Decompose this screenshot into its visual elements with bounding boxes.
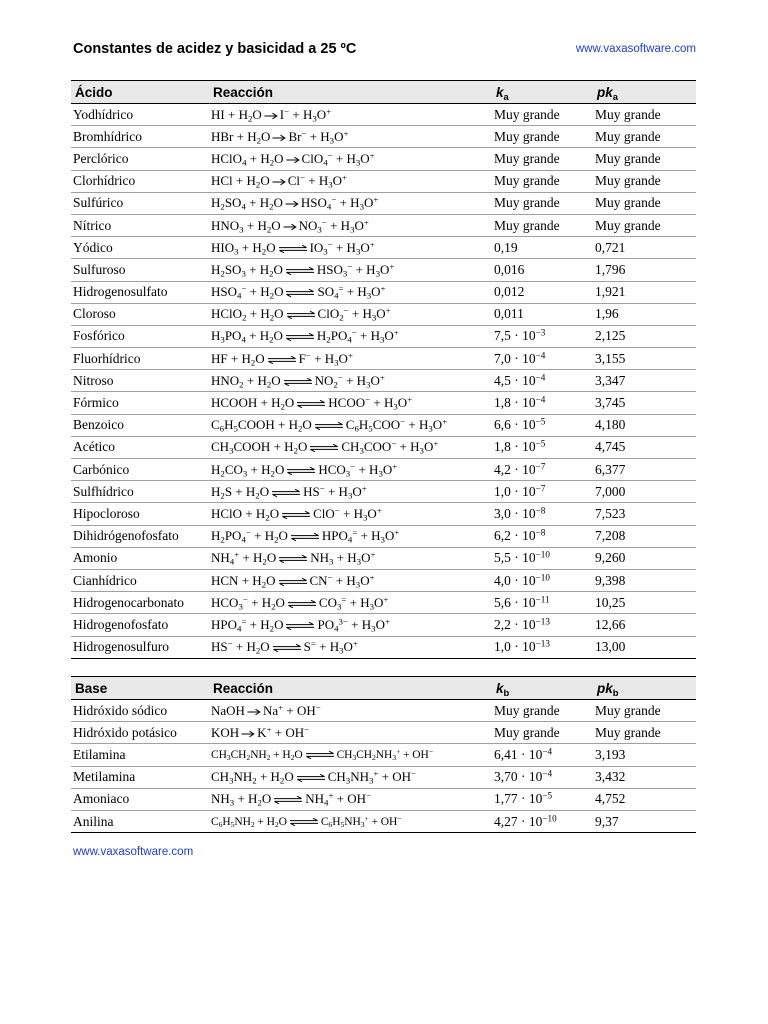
acid-reaction: HBr + $H_2O$ $Br^- + H_3O^+$ (209, 126, 492, 148)
acid-pk-value: 12,66 (593, 614, 696, 636)
acid-row (71, 214, 696, 236)
acid-name: Nítrico (71, 214, 209, 236)
acid-row (71, 325, 696, 347)
acid-k-value: $7,0 \cdot 10^{-4}$ (492, 348, 593, 370)
equilibrium-arrows-icon (296, 400, 326, 408)
acid-row (71, 348, 696, 370)
acid-k-value: Muy grande (492, 148, 593, 170)
acid-pk-value: Muy grande (593, 192, 696, 214)
acid-k-value: Muy grande (492, 126, 593, 148)
right-arrow-icon (264, 112, 278, 120)
equilibrium-arrows-icon (278, 555, 308, 563)
acid-name: Yodhídrico (71, 104, 209, 126)
acid-table-header (71, 81, 696, 104)
acid-reaction: HCN + $H_2O$ $CN^- + H_3O^+$ (209, 569, 492, 591)
acid-pk-value: Muy grande (593, 104, 696, 126)
right-arrow-icon (272, 134, 286, 142)
acid-name: Nitroso (71, 370, 209, 392)
right-arrow-icon (286, 156, 300, 164)
acid-name: Sulfhídrico (71, 481, 209, 503)
acid-reaction: $H_2SO_4 + H_2O$ $HSO_4^- + H_3O^+$ (209, 192, 492, 214)
acid-name: Fluorhídrico (71, 348, 209, 370)
acid-k-value: $1,0 \cdot 10^{-13}$ (492, 636, 593, 658)
base-reaction: $CH_3NH_2 + H_2O$ $CH_3NH_3^+ + OH^-$ (209, 766, 492, 788)
acid-row (71, 481, 696, 503)
equilibrium-arrows-icon (285, 267, 315, 275)
acid-pk-value: Muy grande (593, 148, 696, 170)
acid-name: Amonio (71, 547, 209, 569)
acid-pk-value: 1,796 (593, 259, 696, 281)
base-k-value: $6,41 \cdot 10^{-4}$ (492, 744, 593, 766)
header-website-link[interactable]: www.vaxasoftware.com (575, 43, 696, 55)
acid-reaction: HClO$_4$ + $H_2O$ $ClO_4^- + H_3O^+$ (209, 148, 492, 170)
acid-reaction: $HS^- + H_2O$ $S^= + H_3O^+$ (209, 636, 492, 658)
acid-name: Carbónico (71, 459, 209, 481)
acid-pk-value: 4,180 (593, 414, 696, 436)
acid-row (71, 592, 696, 614)
acid-pk-value: 7,523 (593, 503, 696, 525)
base-row (71, 810, 696, 832)
equilibrium-arrows-icon (289, 818, 319, 826)
acid-row (71, 126, 696, 148)
acid-reaction: HClO + $H_2O$ $ClO^- + H_3O^+$ (209, 503, 492, 525)
base-pk-value: 3,193 (593, 744, 696, 766)
right-arrow-icon (241, 730, 255, 738)
base-name: Hidróxido potásico (71, 722, 209, 744)
acid-reaction: HCl + $H_2O$ $Cl^- + H_3O^+$ (209, 170, 492, 192)
acid-row (71, 148, 696, 170)
acid-k-value: 0,012 (492, 281, 593, 303)
right-arrow-icon (285, 200, 299, 208)
acid-name: Sulfúrico (71, 192, 209, 214)
acid-reaction: $H_2S + H_2O$ $HS^- + H_3O^+$ (209, 481, 492, 503)
acid-row (71, 414, 696, 436)
acid-reaction: $HPO_4^= + H_2O$ $PO_4^{3-} + H_3O^+$ (209, 614, 492, 636)
base-table-header (71, 677, 696, 700)
acid-name: Sulfuroso (71, 259, 209, 281)
equilibrium-arrows-icon (285, 622, 315, 630)
acid-row (71, 569, 696, 591)
acid-reaction: HI + $H_2O$ $I^- + H_3O^+$ (209, 104, 492, 126)
acid-reaction: HCOOH + $H_2O$ HCOO− + $H_3O^+$ (209, 392, 492, 414)
pkb-header: $pk_b$ (593, 677, 696, 700)
acid-reaction: $H_2CO_3 + H_2O$ $HCO_3^- + H_3O^+$ (209, 459, 492, 481)
base-name: Amoniaco (71, 788, 209, 810)
acid-k-value: $5,5 \cdot 10^{-10}$ (492, 547, 593, 569)
acid-row (71, 259, 696, 281)
acid-name: Hidrogenosulfato (71, 281, 209, 303)
acid-pk-value: 10,25 (593, 592, 696, 614)
acid-name: Hidrogenocarbonato (71, 592, 209, 614)
acid-reaction: HClO$_2$ + $H_2O$ $ClO_2^- + H_3O^+$ (209, 303, 492, 325)
acid-row (71, 436, 696, 458)
base-pk-value: 4,752 (593, 788, 696, 810)
equilibrium-arrows-icon (286, 467, 316, 475)
base-row (71, 744, 696, 766)
acid-reaction: HF + $H_2O$ $F^- + H_3O^+$ (209, 348, 492, 370)
base-reaction: KOH K+ + OH− (209, 722, 492, 744)
acid-k-value: Muy grande (492, 170, 593, 192)
acid-name-header: Ácido (71, 81, 209, 104)
acid-k-value: 0,011 (492, 303, 593, 325)
equilibrium-arrows-icon (287, 600, 317, 608)
acid-reaction: $HCO_3^- + H_2O$ $CO_3^= + H_3O^+$ (209, 592, 492, 614)
acid-k-value: $5,6 \cdot 10^{-11}$ (492, 592, 593, 614)
acid-name: Acético (71, 436, 209, 458)
base-name: Hidróxido sódico (71, 700, 209, 722)
acid-k-value: $6,6 \cdot 10^{-5}$ (492, 414, 593, 436)
base-pk-value: 9,37 (593, 810, 696, 832)
acid-pk-value: 3,745 (593, 392, 696, 414)
acid-pk-value: 3,155 (593, 348, 696, 370)
acid-reaction-header: Reacción (209, 81, 492, 104)
acid-name: Perclórico (71, 148, 209, 170)
acid-reaction: $HIO_3 + H_2O$ $IO_3^- + H_3O^+$ (209, 237, 492, 259)
base-k-value: $3,70 \cdot 10^{-4}$ (492, 766, 593, 788)
equilibrium-arrows-icon (290, 533, 320, 541)
acid-pk-value: 1,921 (593, 281, 696, 303)
acid-k-value: Muy grande (492, 192, 593, 214)
acid-row (71, 525, 696, 547)
base-reaction: NaOH Na+ + OH− (209, 700, 492, 722)
base-constants-table (71, 676, 696, 833)
acid-name: Clorhídrico (71, 170, 209, 192)
acid-row (71, 192, 696, 214)
acid-row (71, 547, 696, 569)
acid-k-value: 0,016 (492, 259, 593, 281)
equilibrium-arrows-icon (296, 774, 326, 782)
acid-k-value: $4,0 \cdot 10^{-10}$ (492, 569, 593, 591)
acid-name: Hidrogenosulfuro (71, 636, 209, 658)
equilibrium-arrows-icon (271, 489, 301, 497)
acid-k-value: 0,19 (492, 237, 593, 259)
acid-k-value: $7,5 \cdot 10^{-3}$ (492, 325, 593, 347)
acid-name: Dihidrógenofosfato (71, 525, 209, 547)
acid-pk-value: 9,398 (593, 569, 696, 591)
acid-row (71, 104, 696, 126)
acid-pk-value: 1,96 (593, 303, 696, 325)
acid-pk-value: 6,377 (593, 459, 696, 481)
acid-pk-value: 0,721 (593, 237, 696, 259)
footer-website-link[interactable]: www.vaxasoftware.com (73, 846, 194, 858)
acid-name: Yódico (71, 237, 209, 259)
base-row (71, 700, 696, 722)
acid-reaction: $H_2PO_4^- + H_2O$ $HPO_4^= + H_3O^+$ (209, 525, 492, 547)
equilibrium-arrows-icon (283, 378, 313, 386)
acid-reaction: $CH_3COOH + H_2O$ $CH_3COO^- + H_3O^+$ (209, 436, 492, 458)
equilibrium-arrows-icon (285, 333, 315, 341)
acid-name: Fosfórico (71, 325, 209, 347)
base-pk-value: Muy grande (593, 722, 696, 744)
equilibrium-arrows-icon (281, 511, 311, 519)
base-name: Metilamina (71, 766, 209, 788)
acid-k-value: Muy grande (492, 214, 593, 236)
equilibrium-arrows-icon (278, 578, 308, 586)
base-reaction: $C_6H_5NH_2 + H_2O$ $C_6H_5NH_3^+ + OH^-$ (209, 810, 492, 832)
base-k-value: $4,27 \cdot 10^{-10}$ (492, 810, 593, 832)
acid-pk-value: 3,347 (593, 370, 696, 392)
base-reaction-header: Reacción (209, 677, 492, 700)
base-row (71, 722, 696, 744)
equilibrium-arrows-icon (286, 311, 316, 319)
base-name-header: Base (71, 677, 209, 700)
base-k-value: $1,77 \cdot 10^{-5}$ (492, 788, 593, 810)
ka-header: $k_a$ (492, 81, 593, 104)
right-arrow-icon (272, 178, 286, 186)
acid-reaction: $H_2SO_3 + H_2O$ $HSO_3^- + H_3O^+$ (209, 259, 492, 281)
acid-name: Benzoico (71, 414, 209, 436)
acid-row (71, 370, 696, 392)
acid-k-value: $1,0 \cdot 10^{-7}$ (492, 481, 593, 503)
acid-reaction: $C_6H_5COOH + H_2O$ $C_6H_5COO^- + H_3O^+$ (209, 414, 492, 436)
acid-pk-value: 4,745 (593, 436, 696, 458)
base-row (71, 788, 696, 810)
acid-k-value: $3,0 \cdot 10^{-8}$ (492, 503, 593, 525)
acid-k-value: $6,2 \cdot 10^{-8}$ (492, 525, 593, 547)
equilibrium-arrows-icon (273, 796, 303, 804)
acid-name: Bromhídrico (71, 126, 209, 148)
base-pk-value: 3,432 (593, 766, 696, 788)
acid-row (71, 503, 696, 525)
base-row (71, 766, 696, 788)
base-name: Anilina (71, 810, 209, 832)
acid-pk-value: Muy grande (593, 126, 696, 148)
acid-k-value: $4,2 \cdot 10^{-7}$ (492, 459, 593, 481)
base-reaction: $CH_3CH_2NH_2 + H_2O$ $CH_3CH_2NH_3^+ + OH^-$ (209, 744, 492, 766)
acid-k-value: $1,8 \cdot 10^{-5}$ (492, 436, 593, 458)
equilibrium-arrows-icon (305, 751, 335, 759)
equilibrium-arrows-icon (272, 644, 302, 652)
base-name: Etilamina (71, 744, 209, 766)
acid-name: Cloroso (71, 303, 209, 325)
page-title: Constantes de acidez y basicidad a 25 ºC (73, 41, 357, 57)
right-arrow-icon (283, 223, 297, 231)
kb-header: $k_b$ (492, 677, 593, 700)
equilibrium-arrows-icon (278, 245, 308, 253)
acid-name: Hidrogenofosfato (71, 614, 209, 636)
acid-pk-value: 2,125 (593, 325, 696, 347)
pka-header: $pk_a$ (593, 81, 696, 104)
equilibrium-arrows-icon (267, 356, 297, 364)
acid-row (71, 303, 696, 325)
acid-row (71, 392, 696, 414)
acid-pk-value: 13,00 (593, 636, 696, 658)
acid-row (71, 281, 696, 303)
acid-row (71, 237, 696, 259)
acid-k-value: Muy grande (492, 104, 593, 126)
acid-reaction: $HSO_4^- + H_2O$ $SO_4^= + H_3O^+$ (209, 281, 492, 303)
base-k-value: Muy grande (492, 722, 593, 744)
acid-row (71, 459, 696, 481)
acid-reaction: $HNO_2 + H_2O$ $NO_2^- + H_3O^+$ (209, 370, 492, 392)
equilibrium-arrows-icon (309, 444, 339, 452)
acid-name: Fórmico (71, 392, 209, 414)
acid-reaction: $H_3PO_4 + H_2O$ $H_2PO_4^- + H_3O^+$ (209, 325, 492, 347)
acid-row (71, 614, 696, 636)
acid-k-value: $2,2 \cdot 10^{-13}$ (492, 614, 593, 636)
acid-pk-value: 7,000 (593, 481, 696, 503)
acid-pk-value: Muy grande (593, 170, 696, 192)
base-k-value: Muy grande (492, 700, 593, 722)
acid-row (71, 636, 696, 658)
acid-k-value: $1,8 \cdot 10^{-4}$ (492, 392, 593, 414)
acid-row (71, 170, 696, 192)
base-pk-value: Muy grande (593, 700, 696, 722)
acid-name: Hipocloroso (71, 503, 209, 525)
base-reaction: $NH_3 + H_2O$ $NH_4^+ + OH^-$ (209, 788, 492, 810)
acid-k-value: $4,5 \cdot 10^{-4}$ (492, 370, 593, 392)
acid-reaction: $HNO_3 + H_2O$ $NO_3^- + H_3O^+$ (209, 214, 492, 236)
equilibrium-arrows-icon (285, 289, 315, 297)
acid-pk-value: 9,260 (593, 547, 696, 569)
acid-pk-value: 7,208 (593, 525, 696, 547)
equilibrium-arrows-icon (314, 422, 344, 430)
right-arrow-icon (247, 708, 261, 716)
acid-constants-table (71, 80, 696, 659)
acid-pk-value: Muy grande (593, 214, 696, 236)
acid-name: Cianhídrico (71, 569, 209, 591)
acid-reaction: $NH_4^+ + H_2O$ $NH_3 + H_3O^+$ (209, 547, 492, 569)
